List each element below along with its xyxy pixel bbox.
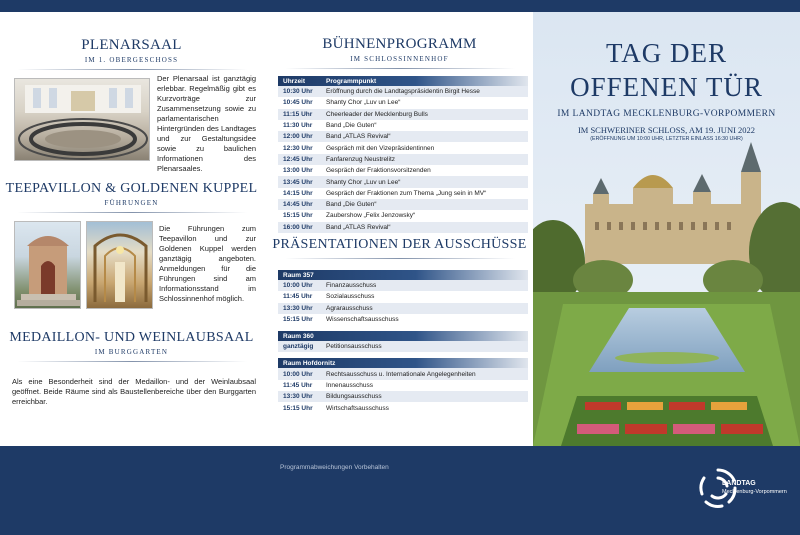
kuppel-photo (86, 221, 153, 309)
program-title: BÜHNENPROGRAMM (322, 36, 477, 52)
left-panel (0, 12, 263, 446)
committee-table (278, 270, 528, 420)
program-row-time: 14:45 Uhr (283, 201, 313, 209)
landtag-logo-icon (698, 464, 738, 512)
teepavillon-heading (0, 181, 263, 213)
hero-title (533, 36, 800, 104)
plenar-title: PLENARSAAL (81, 37, 182, 53)
program-table-header (278, 76, 528, 86)
committee-row-time: 15:15 Uhr (283, 404, 313, 412)
logo-line1: LANDTAG (722, 480, 756, 487)
plenar-heading (0, 37, 263, 70)
program-row-item: Band „Die Guten“ (326, 122, 377, 130)
medaillon-subtitle: IM BURGGARTEN (94, 348, 169, 356)
program-row (278, 176, 528, 187)
committee-row (278, 380, 528, 391)
committee-room-header: Raum Hofdornitz (278, 358, 528, 368)
program-row (278, 86, 528, 97)
program-row-time: 10:45 Uhr (283, 99, 313, 107)
hero-title-line1: TAG DER (605, 38, 728, 68)
program-row-item: Eröffnung durch die Landtagspräsidentin Birgit Hesse (326, 88, 480, 96)
col-item-header: Programmpunkt (326, 77, 377, 85)
committee-row (278, 291, 528, 302)
committee-row-item: Wissenschaftsausschuss (326, 316, 399, 324)
committee-row-item: Wirtschaftsausschuss (326, 404, 389, 412)
program-row (278, 142, 528, 153)
teepavillon-title: TEEPAVILLON & GOLDENEN KUPPEL (5, 181, 258, 196)
program-row-item: Fanfarenzug Neustrelitz (326, 155, 396, 163)
program-row-item: Band „ATLAS Revival“ (326, 223, 391, 231)
program-row-time: 12:00 Uhr (283, 133, 313, 141)
committee-row-time: 10:00 Uhr (283, 370, 313, 378)
teepavillon-subtitle: FÜHRUNGEN (104, 199, 159, 207)
committee-room-header: Raum 360 (278, 331, 528, 341)
program-row-item: Gespräch der Fraktionsvorsitzenden (326, 167, 431, 175)
program-subtitle: IM SCHLOSSINNENHOF (350, 55, 449, 63)
program-heading (266, 36, 533, 69)
program-row-item: Gespräch mit den Vizepräsidentinnen (326, 144, 435, 152)
medaillon-title: MEDAILLON- UND WEINLAUBSAAL (9, 330, 254, 345)
program-row (278, 188, 528, 199)
cover-panel (533, 12, 800, 446)
program-row (278, 109, 528, 120)
program-row-time: 11:30 Uhr (283, 122, 313, 130)
program-row (278, 97, 528, 108)
program-row-item: Shanty Chor „Luv un Lee“ (326, 178, 401, 186)
medaillon-heading (0, 330, 263, 362)
program-row (278, 210, 528, 221)
committee-row-time: 10:00 Uhr (283, 282, 313, 290)
kuppel-illustration (87, 222, 153, 309)
committee-row-item: Rechtsausschuss u. Internationale Angelegenheiten (326, 370, 476, 378)
program-row (278, 120, 528, 131)
program-row-time: 13:45 Uhr (283, 178, 313, 186)
committee-row (278, 314, 528, 325)
program-row-item: Shanty Chor „Luv un Lee“ (326, 99, 401, 107)
committee-row (278, 341, 528, 352)
pavilion-illustration (15, 222, 81, 309)
committee-row (278, 303, 528, 314)
hero-note: (ERÖFFNUNG UM 10:00 UHR, LETZTER EINLASS 16:30 UHR) (590, 136, 743, 142)
committee-row (278, 391, 528, 402)
committee-row (278, 280, 528, 291)
committee-row-time: 13:30 Uhr (283, 393, 313, 401)
program-row-item: Band „Die Guten“ (326, 201, 377, 209)
program-row-item: Zaubershow „Felix Jenzowsky“ (326, 212, 416, 220)
committee-room-block (278, 270, 528, 325)
program-table (278, 76, 528, 233)
committee-row-item: Sozialausschuss (326, 293, 375, 301)
bottom-band (0, 446, 800, 535)
divider (17, 212, 247, 213)
program-row (278, 199, 528, 210)
middle-panel (266, 12, 533, 446)
divider (17, 361, 247, 362)
committees-heading (266, 237, 533, 259)
plenar-photo (14, 78, 150, 161)
divider (285, 258, 515, 259)
program-row-item: Band „ATLAS Revival“ (326, 133, 391, 141)
program-row (278, 154, 528, 165)
program-rows (278, 86, 528, 233)
program-row-item: Cheerleader der Mecklenburg Bulls (326, 110, 428, 118)
committee-row-time: ganztägig (283, 343, 314, 351)
committee-row-time: 15:15 Uhr (283, 316, 313, 324)
committee-row-time: 11:45 Uhr (283, 381, 313, 389)
hero-subtitle: IM LANDTAG MECKLENBURG-VORPOMMERN (557, 109, 776, 119)
divider (17, 69, 247, 70)
program-row-time: 11:15 Uhr (283, 110, 313, 118)
committee-row-time: 11:45 Uhr (283, 293, 313, 301)
program-row-time: 14:15 Uhr (283, 189, 313, 197)
committee-room-block (278, 331, 528, 352)
committee-row-item: Innenausschuss (326, 381, 373, 389)
program-row-item: Gespräch der Fraktionen zum Thema „Jung sein in MV“ (326, 189, 487, 197)
program-row-time: 15:15 Uhr (283, 212, 313, 220)
program-row-time: 12:45 Uhr (283, 155, 313, 163)
committee-room-header: Raum 357 (278, 270, 528, 280)
logo-line2: Mecklenburg-Vorpommern (722, 489, 787, 495)
program-row (278, 165, 528, 176)
hero-title-line2: OFFENEN TÜR (570, 72, 763, 102)
committee-row-item: Finanzausschuss (326, 282, 377, 290)
divider (285, 68, 515, 69)
medaillon-text: Als eine Besonderheit sind der Medaillon- und der Weinlaubsaal geöffnet. Beide Räume sind als Baustellenbereiche über den Burggarten erreichbar. (12, 377, 256, 406)
program-row-time: 13:00 Uhr (283, 167, 313, 175)
program-row-time: 16:00 Uhr (283, 223, 313, 231)
plenar-subtitle: IM 1. OBERGESCHOSS (84, 56, 179, 64)
plenar-text: Der Plenarsaal ist ganztägig erlebbar. Regelmäßig gibt es Kurzvorträge zur Zusammensetzung sowie zu parlamentarischen Hintergründen des Landtages und zur Gestaltungsidee sowie zu baulichen Informationen des Plenarsaales. (157, 74, 256, 173)
committee-row-item: Bildungsausschuss (326, 393, 382, 401)
committee-row (278, 368, 528, 379)
program-row-time: 10:30 Uhr (283, 88, 313, 96)
program-row (278, 131, 528, 142)
committee-row-time: 13:30 Uhr (283, 304, 313, 312)
landtag-logo (698, 464, 798, 512)
committee-room-block (278, 358, 528, 413)
hero-date: IM SCHWERINER SCHLOSS, AM 19. JUNI 2022 (577, 125, 756, 135)
program-row-time: 12:30 Uhr (283, 144, 313, 152)
committee-row-item: Petitionsausschuss (326, 343, 382, 351)
teepavillon-photo (14, 221, 81, 309)
committees-title: PRÄSENTATIONEN DER AUSSCHÜSSE (272, 237, 527, 252)
plenar-illustration (15, 79, 150, 161)
top-band (0, 0, 800, 12)
teepavillon-text: Die Führungen zum Teepavillon und zur Goldenen Kuppel werden ganztägig angeboten. Anmeldungen für die Führungen sind am Informationsstand im Schlossinnenhof möglich. (159, 224, 256, 303)
col-time-header: Uhrzeit (283, 77, 306, 85)
committee-row-item: Agrarausschuss (326, 304, 373, 312)
footer-note: Programmabweichungen Vorbehalten (280, 464, 389, 471)
program-row (278, 222, 528, 233)
committee-row (278, 402, 528, 413)
